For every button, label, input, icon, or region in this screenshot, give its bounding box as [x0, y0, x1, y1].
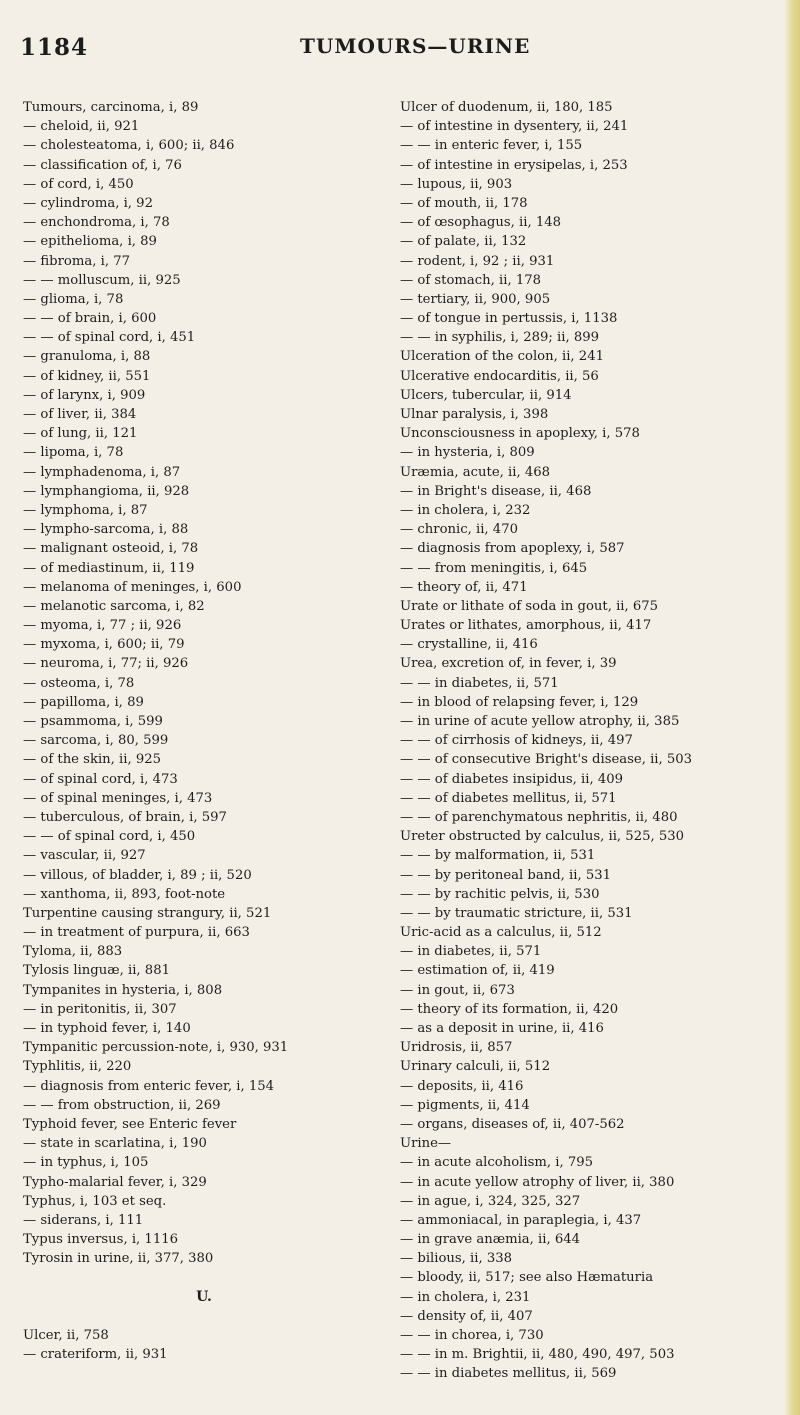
index-entry: — in peritonitis, ii, 307: [23, 1001, 177, 1017]
index-entry: — — molluscum, ii, 925: [23, 272, 181, 288]
index-entry: — of tongue in pertussis, i, 1138: [400, 311, 618, 327]
index-entry: — of mouth, ii, 178: [400, 195, 528, 211]
index-entry: — organs, diseases of, ii, 407-562: [400, 1116, 625, 1132]
index-entry: Typhlitis, ii, 220: [23, 1059, 132, 1075]
index-entry: — as a deposit in urine, ii, 416: [400, 1021, 604, 1036]
index-entry: — deposits, ii, 416: [400, 1078, 524, 1094]
index-entry: — melanotic sarcoma, i, 82: [23, 598, 205, 614]
index-entry: — lupous, ii, 903: [400, 176, 513, 192]
index-entry: — — of spinal cord, i, 451: [23, 330, 196, 346]
index-entry: — — by malformation, ii, 531: [400, 848, 596, 864]
index-entry: Ureter obstructed by calculus, ii, 525, 530: [400, 829, 685, 845]
index-entry: — classification of, i, 76: [23, 157, 182, 173]
index-entry: — theory of, ii, 471: [400, 579, 528, 595]
index-entry: Uræmia, acute, ii, 468: [400, 464, 551, 480]
index-entry: — in hysteria, i, 809: [400, 445, 535, 461]
index-entry: Ulcer of duodenum, ii, 180, 185: [400, 100, 613, 115]
index-entry: Typho-malarial fever, i, 329: [23, 1174, 207, 1190]
index-entry: — osteoma, i, 78: [23, 675, 135, 691]
index-entry: — — of diabetes mellitus, ii, 571: [400, 790, 617, 806]
index-entry: — diagnosis from apoplexy, i, 587: [400, 541, 625, 557]
index-entry: — ammoniacal, in paraplegia, i, 437: [400, 1212, 642, 1228]
index-entry: — enchondroma, i, 78: [23, 215, 170, 231]
index-entry: — — by peritoneal band, ii, 531: [400, 867, 612, 883]
page-edge: [784, 0, 800, 1415]
index-entry: Tyloma, ii, 883: [23, 944, 123, 960]
index-entry: — of palate, ii, 132: [400, 234, 527, 250]
index-entry: — melanoma of meninges, i, 600: [23, 579, 242, 595]
index-entry: — lymphoma, i, 87: [23, 502, 148, 518]
index-entry: — — in m. Brightii, ii, 480, 490, 497, 503: [400, 1347, 675, 1363]
index-entry: — cheloid, ii, 921: [23, 119, 140, 135]
index-entry: — granuloma, i, 88: [23, 349, 151, 365]
index-entry: Tyrosin in urine, ii, 377, 380: [23, 1251, 214, 1267]
index-entry: — rodent, i, 92 ; ii, 931: [400, 253, 555, 269]
index-entry: — papilloma, i, 89: [23, 694, 144, 710]
index-entry: — of kidney, ii, 551: [23, 368, 151, 384]
index-entry: — in ague, i, 324, 325, 327: [400, 1193, 581, 1209]
index-entry: — glioma, i, 78: [23, 291, 124, 307]
index-entry: — — in diabetes mellitus, ii, 569: [400, 1366, 617, 1382]
index-entry: — density of, ii, 407: [400, 1308, 533, 1324]
index-entry: — — of spinal cord, i, 450: [23, 829, 196, 845]
index-entry: — tertiary, ii, 900, 905: [400, 291, 551, 307]
index-entry: Tumours, carcinoma, i, 89: [23, 100, 199, 115]
index-entry: — of mediastinum, ii, 119: [23, 560, 195, 576]
index-entry: — lympho-sarcoma, i, 88: [23, 522, 189, 538]
blank-line: [23, 1268, 385, 1287]
index-entry: — malignant osteoid, i, 78: [23, 541, 199, 557]
index-entry: Tympanitic percussion-note, i, 930, 931: [23, 1040, 289, 1056]
index-entry: — of lung, ii, 121: [23, 426, 138, 442]
index-entry: Turpentine causing strangury, ii, 521: [23, 905, 272, 921]
blank-line: [23, 1307, 385, 1326]
index-entry: — lymphadenoma, i, 87: [23, 464, 181, 480]
index-entry: — tuberculous, of brain, i, 597: [23, 809, 227, 825]
index-entry: — state in scarlatina, i, 190: [23, 1136, 207, 1152]
index-entry: — estimation of, ii, 419: [400, 963, 555, 979]
index-entry: — cylindroma, i, 92: [23, 195, 153, 211]
index-entry: — — of parenchymatous nephritis, ii, 480: [400, 809, 678, 825]
index-entry: — — in syphilis, i, 289; ii, 899: [400, 330, 600, 346]
index-entry: — in blood of relapsing fever, i, 129: [400, 694, 639, 710]
index-entry: — fibroma, i, 77: [23, 253, 130, 269]
index-entry: Urine—: [400, 1136, 452, 1152]
index-entry: Typhoid fever, see Enteric fever: [23, 1116, 237, 1132]
index-entry: Ulcerative endocarditis, ii, 56: [400, 368, 599, 384]
index-entry: — — by rachitic pelvis, ii, 530: [400, 886, 600, 902]
index-entry: — diagnosis from enteric fever, i, 154: [23, 1078, 274, 1094]
index-entry: Tylosis linguæ, ii, 881: [23, 963, 170, 979]
page-number: 1184: [20, 34, 89, 61]
index-entry: — — of brain, i, 600: [23, 311, 157, 327]
index-entry: — — of diabetes insipidus, ii, 409: [400, 771, 624, 787]
index-entry: Urates or lithates, amorphous, ii, 417: [400, 618, 652, 634]
index-entry: — in typhoid fever, i, 140: [23, 1021, 191, 1036]
index-entry: — — from obstruction, ii, 269: [23, 1097, 221, 1113]
index-entry: — — of cirrhosis of kidneys, ii, 497: [400, 733, 633, 749]
index-entry: — in diabetes, ii, 571: [400, 944, 542, 960]
index-entry: — of cord, i, 450: [23, 176, 134, 192]
index-entry: — villous, of bladder, i, 89 ; ii, 520: [23, 867, 252, 883]
index-column-left: [23, 98, 385, 1364]
index-entry: — lymphangioma, ii, 928: [23, 483, 190, 499]
index-entry: — siderans, i, 111: [23, 1212, 144, 1228]
index-entry: — of intestine in erysipelas, i, 253: [400, 157, 628, 173]
index-entry: — — in diabetes, ii, 571: [400, 675, 559, 691]
index-entry: — theory of its formation, ii, 420: [400, 1001, 619, 1017]
index-entry: — in acute alcoholism, i, 795: [400, 1155, 594, 1171]
index-entry: — vascular, ii, 927: [23, 848, 146, 864]
index-entry: — — from meningitis, i, 645: [400, 560, 588, 576]
index-entry: — of œsophagus, ii, 148: [400, 215, 562, 231]
index-entry: — cholesteatoma, i, 600; ii, 846: [23, 138, 235, 154]
index-entry: — in Bright's disease, ii, 468: [400, 483, 592, 499]
index-entry: — in grave anæmia, ii, 644: [400, 1232, 581, 1248]
index-entry: — pigments, ii, 414: [400, 1097, 530, 1113]
index-entry: — neuroma, i, 77; ii, 926: [23, 656, 189, 672]
index-entry: — of larynx, i, 909: [23, 387, 146, 403]
index-entry: — myoma, i, 77 ; ii, 926: [23, 618, 182, 634]
index-entry: — in typhus, i, 105: [23, 1155, 149, 1171]
index-entry: Typhus, i, 103 et seq.: [23, 1193, 167, 1209]
index-entry: Uric-acid as a calculus, ii, 512: [400, 925, 602, 941]
index-entry: — — of consecutive Bright's disease, ii, 503: [400, 752, 693, 768]
index-entry: — xanthoma, ii, 893, foot-note: [23, 886, 226, 902]
index-entry: Urea, excretion of, in fever, i, 39: [400, 656, 617, 672]
index-entry: — of the skin, ii, 925: [23, 752, 162, 768]
index-entry: — in cholera, i, 232: [400, 502, 531, 518]
index-entry: — — by traumatic stricture, ii, 531: [400, 905, 633, 921]
index-entry: — — in chorea, i, 730: [400, 1328, 544, 1343]
index-entry: — in gout, ii, 673: [400, 982, 515, 998]
index-entry: — myxoma, i, 600; ii, 79: [23, 637, 185, 653]
section-letter: U.: [196, 1288, 212, 1305]
index-entry: Ulceration of the colon, ii, 241: [400, 349, 604, 365]
index-entry: — of liver, ii, 384: [23, 407, 137, 422]
index-entry: — crateriform, ii, 931: [23, 1347, 168, 1363]
index-entry: Ulcer, ii, 758: [23, 1328, 109, 1343]
index-entry: Ulnar paralysis, i, 398: [400, 407, 549, 422]
index-entry: Uridrosis, ii, 857: [400, 1040, 513, 1056]
index-entry: — epithelioma, i, 89: [23, 234, 157, 250]
index-entry: — psammoma, i, 599: [23, 714, 163, 729]
index-entry: — of intestine in dysentery, ii, 241: [400, 119, 629, 135]
index-entry: Unconsciousness in apoplexy, i, 578: [400, 426, 640, 442]
index-entry: — crystalline, ii, 416: [400, 637, 538, 653]
index-entry: — bilious, ii, 338: [400, 1251, 513, 1267]
index-entry: — chronic, ii, 470: [400, 522, 518, 538]
index-entry: — of stomach, ii, 178: [400, 272, 542, 288]
index-entry: — lipoma, i, 78: [23, 445, 124, 461]
index-entry: Ulcers, tubercular, ii, 914: [400, 387, 572, 403]
running-head: TUMOURS—URINE: [300, 34, 531, 58]
index-entry: Tympanites in hysteria, i, 808: [23, 982, 223, 998]
index-entry: Typus inversus, i, 1116: [23, 1232, 178, 1248]
index-entry: — — in enteric fever, i, 155: [400, 138, 583, 154]
index-entry: — of spinal meninges, i, 473: [23, 790, 213, 806]
index-entry: — sarcoma, i, 80, 599: [23, 733, 169, 749]
index-entry: — in acute yellow atrophy of liver, ii, 380: [400, 1174, 675, 1190]
index-entry: — of spinal cord, i, 473: [23, 771, 178, 787]
index-entry: Urinary calculi, ii, 512: [400, 1059, 551, 1075]
index-entry: — bloody, ii, 517; see also Hæmaturia: [400, 1270, 654, 1286]
index-entry: — in treatment of purpura, ii, 663: [23, 925, 250, 941]
index-entry: — in urine of acute yellow atrophy, ii, 385: [400, 714, 680, 729]
index-column-right: [400, 98, 780, 1384]
index-entry: Urate or lithate of soda in gout, ii, 675: [400, 598, 659, 614]
index-entry: — in cholera, i, 231: [400, 1289, 531, 1305]
